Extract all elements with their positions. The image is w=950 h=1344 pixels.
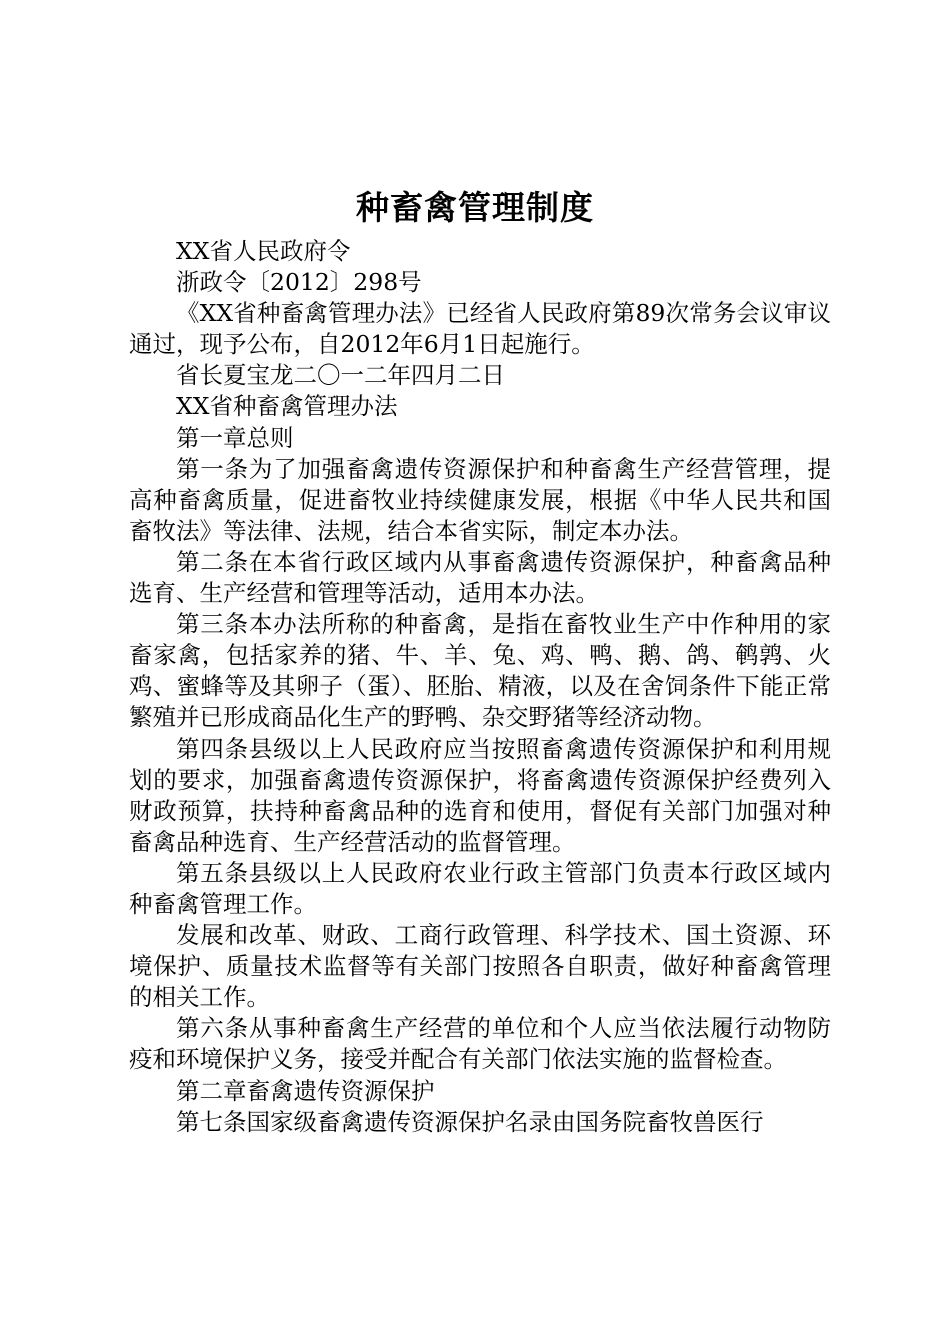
article-paragraph: 发展和改革、财政、工商行政管理、科学技术、国土资源、环境保护、质量技术监督等有关部门按照各自职责，做好种畜禽管理的相关工作。 <box>129 921 831 1012</box>
article-paragraph: 第五条县级以上人民政府农业行政主管部门负责本行政区域内种畜禽管理工作。 <box>129 858 831 918</box>
article-paragraph: 第七条国家级畜禽遗传资源保护名录由国务院畜牧兽医行 <box>176 1107 764 1136</box>
chapter-heading: 第一章总则 <box>176 423 294 452</box>
signature-line: 省长夏宝龙二〇一二年四月二日 <box>176 361 505 390</box>
decree-heading: XX省人民政府令 <box>176 237 351 265</box>
article-paragraph: 第三条本办法所称的种畜禽，是指在畜牧业生产中作种用的家畜家禽，包括家养的猪、牛、羊、兔、鸡、鸭、鹅、鸽、鹌鹑、火鸡、蜜蜂等及其卵子（蛋）、胚胎、精液，以及在舍饲条件下能正常繁殖并已形成商品化生产的野鸭、杂交野猪等经济动物。 <box>129 610 831 732</box>
chapter-heading: 第二章畜禽遗传资源保护 <box>176 1076 435 1105</box>
document-title: 种畜禽管理制度 <box>356 188 594 227</box>
document-body <box>129 236 831 1138</box>
article-paragraph: 第二条在本省行政区域内从事畜禽遗传资源保护，种畜禽品种选育、生产经营和管理等活动，适用本办法。 <box>129 547 831 608</box>
regulation-title: XX省种畜禽管理办法 <box>176 392 398 421</box>
decree-number: 浙政令〔2012〕298号 <box>176 268 422 297</box>
article-paragraph: 第一条为了加强畜禽遗传资源保护和种畜禽生产经营管理，提高种畜禽质量，促进畜牧业持续健康发展，根据《中华人民共和国畜牧法》等法律、法规，结合本省实际，制定本办法。 <box>129 454 831 545</box>
article-paragraph: 第六条从事种畜禽生产经营的单位和个人应当依法履行动物防疫和环境保护义务，接受并配合有关部门依法实施的监督检查。 <box>129 1014 831 1074</box>
promulgation-paragraph: 《XX省种畜禽管理办法》已经省人民政府第89次常务会议审议通过，现予公布，自2012年6月1日起施行。 <box>129 299 831 359</box>
article-paragraph: 第四条县级以上人民政府应当按照畜禽遗传资源保护和利用规划的要求，加强畜禽遗传资源保护，将畜禽遗传资源保护经费列入财政预算，扶持种畜禽品种的选育和使用，督促有关部门加强对种畜禽品种选育、生产经营活动的监督管理。 <box>129 734 831 856</box>
